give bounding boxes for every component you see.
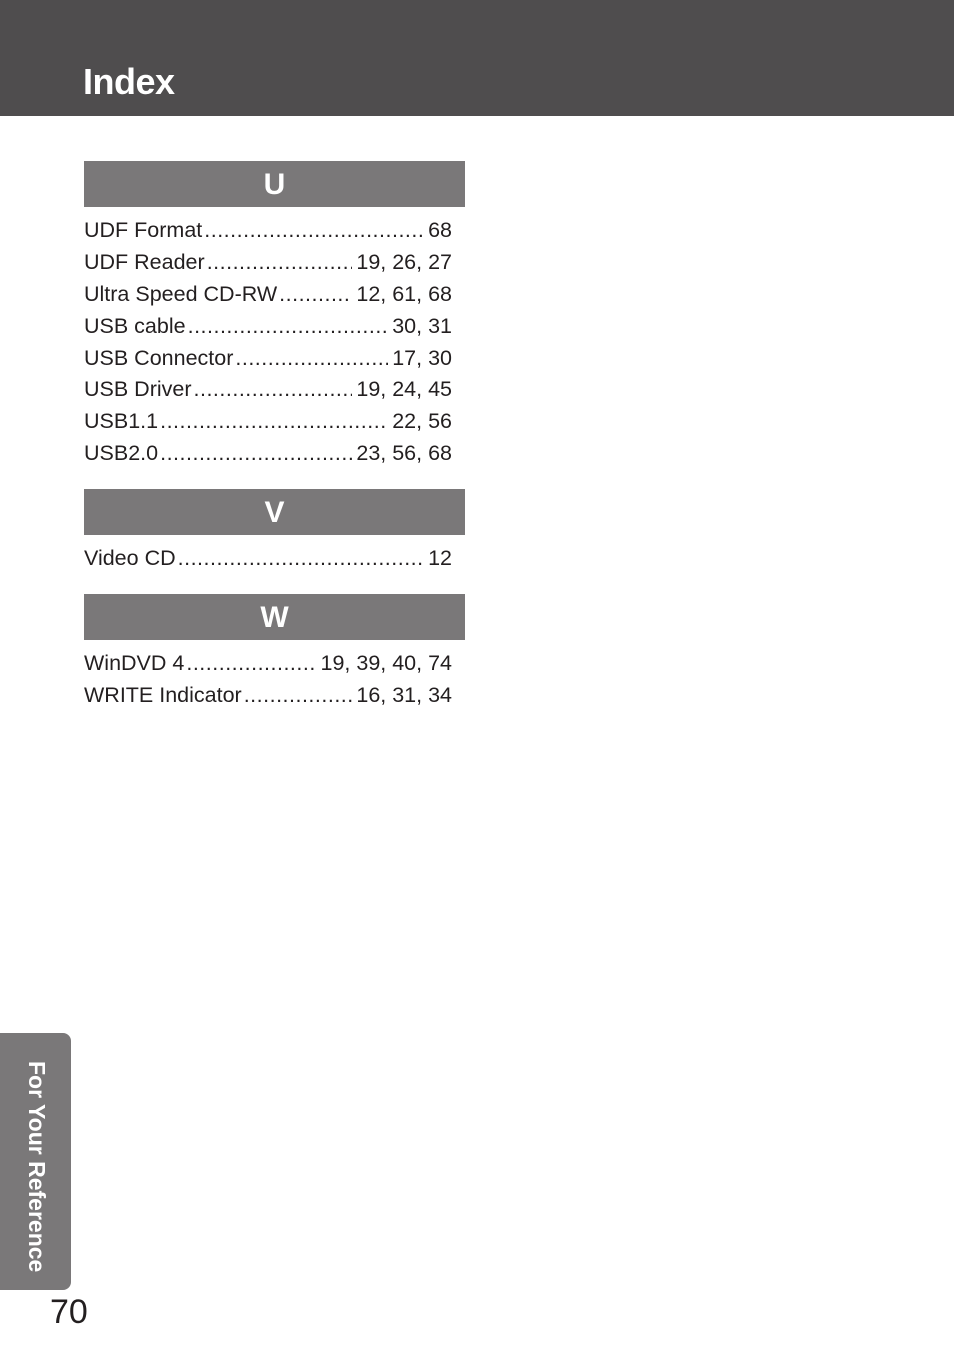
entry-pages: 19, 39, 40, 74 <box>320 651 452 676</box>
index-entry <box>84 546 452 578</box>
entry-term: UDF Format <box>84 218 203 242</box>
section-letter-bar: W <box>84 594 465 640</box>
page-number: 70 <box>50 1293 88 1331</box>
dot-leader <box>160 409 388 434</box>
entry-term: WRITE Indicator <box>84 682 242 707</box>
index-sections <box>84 161 465 731</box>
entry-pages: 19, 26, 27 <box>356 249 452 274</box>
dot-leader <box>279 282 352 307</box>
entry-term: UDF Reader <box>84 249 205 274</box>
dot-leader <box>194 377 353 402</box>
dot-leader <box>178 546 424 571</box>
index-entry <box>84 346 452 378</box>
dot-leader <box>186 651 316 676</box>
side-tab-label: For Your Reference <box>24 1061 50 1273</box>
index-entry <box>84 683 452 715</box>
dot-leader <box>188 314 389 339</box>
index-entry <box>84 282 452 314</box>
index-entry <box>84 441 452 473</box>
index-entry <box>84 314 452 346</box>
dot-leader <box>244 683 353 708</box>
side-tab <box>0 1033 71 1290</box>
entry-term: USB1.1 <box>84 409 159 434</box>
index-entry <box>84 409 452 441</box>
entry-pages: 22, 56 <box>392 409 452 434</box>
index-section-u <box>84 161 465 473</box>
index-entry <box>84 250 452 282</box>
entry-term: USB2.0 <box>84 441 159 466</box>
entry-term: USB Driver <box>84 377 192 402</box>
page-title: Index <box>83 61 175 102</box>
entry-term: Ultra Speed CD-RW <box>84 281 278 306</box>
entry-term: WinDVD 4 <box>84 651 185 676</box>
index-entry-list <box>84 640 465 715</box>
index-section-v <box>84 489 465 578</box>
entry-pages: 19, 24, 45 <box>356 377 452 402</box>
dot-leader <box>207 250 353 275</box>
entry-pages: 23, 56, 68 <box>356 441 452 466</box>
entry-term: USB Connector <box>84 345 234 370</box>
dot-leader <box>160 441 352 466</box>
entry-pages: 12 <box>428 546 452 571</box>
index-entry <box>84 651 452 683</box>
entry-pages: 16, 31, 34 <box>356 682 452 707</box>
index-entry-list <box>84 535 465 578</box>
entry-pages: 68 <box>428 218 452 242</box>
section-letter-bar: V <box>84 489 465 535</box>
section-letter-bar: U <box>84 161 465 207</box>
index-entry <box>84 218 452 250</box>
entry-pages: 12, 61, 68 <box>356 281 452 306</box>
entry-term: USB cable <box>84 313 186 338</box>
entry-term: Video CD <box>84 546 176 571</box>
index-section-w <box>84 594 465 715</box>
dot-leader <box>204 218 424 243</box>
entry-pages: 30, 31 <box>392 313 452 338</box>
dot-leader <box>235 346 388 371</box>
entry-pages: 17, 30 <box>392 345 452 370</box>
page-header <box>0 0 954 116</box>
index-entry <box>84 377 452 409</box>
index-entry-list <box>84 207 465 473</box>
